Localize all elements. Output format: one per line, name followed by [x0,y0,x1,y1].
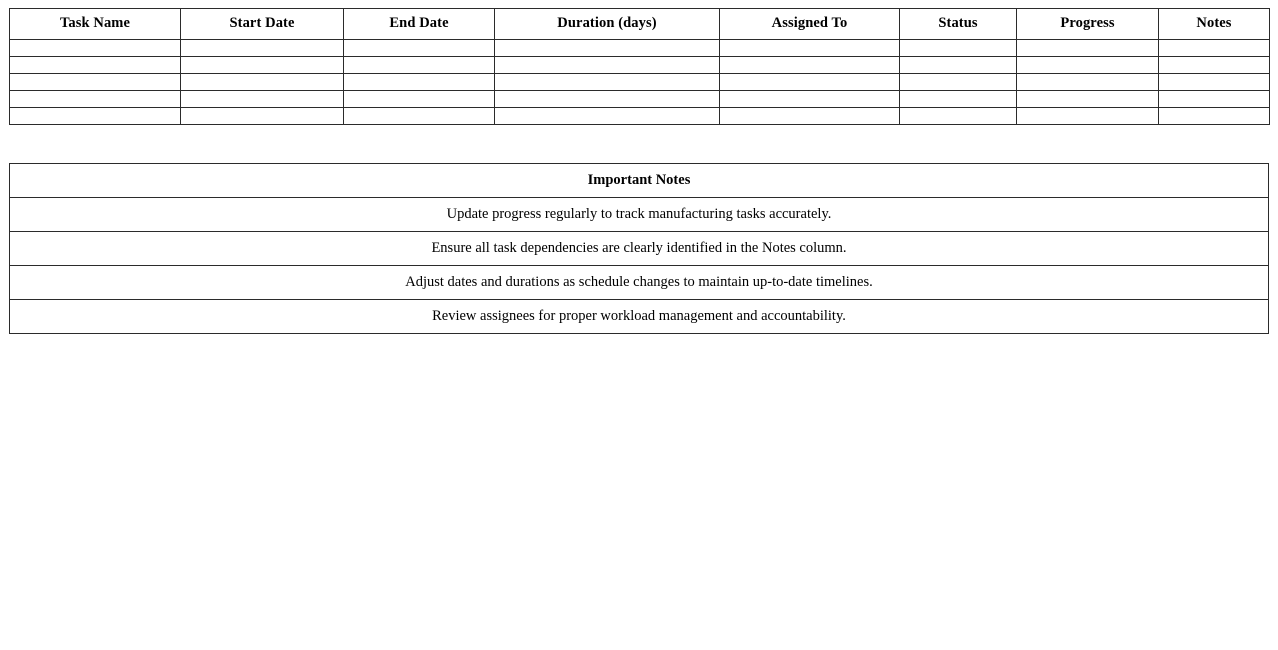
table-row[interactable] [10,74,1270,91]
cell-end-date[interactable] [344,91,495,108]
list-item [10,266,1269,300]
task-schedule-section [9,8,1269,125]
cell-duration[interactable] [495,74,720,91]
cell-task-name[interactable] [10,74,181,91]
cell-task-name[interactable] [10,91,181,108]
task-table-body [10,40,1270,125]
table-row[interactable] [10,91,1270,108]
cell-end-date[interactable] [344,57,495,74]
note-text: Ensure all task dependencies are clearly identified in the Notes column. [10,232,1269,266]
table-header-row [10,9,1270,40]
column-header-progress[interactable]: Progress [1017,9,1159,40]
cell-assigned-to[interactable] [720,40,900,57]
table-row[interactable] [10,108,1270,125]
table-row[interactable] [10,40,1270,57]
column-header-start-date[interactable]: Start Date [181,9,344,40]
note-text: Update progress regularly to track manufacturing tasks accurately. [10,198,1269,232]
cell-progress[interactable] [1017,74,1159,91]
note-text: Review assignees for proper workload management and accountability. [10,300,1269,334]
column-header-assigned-to[interactable]: Assigned To [720,9,900,40]
cell-notes[interactable] [1159,74,1270,91]
column-header-end-date[interactable]: End Date [344,9,495,40]
cell-start-date[interactable] [181,57,344,74]
cell-progress[interactable] [1017,57,1159,74]
list-item [10,232,1269,266]
note-text: Adjust dates and durations as schedule changes to maintain up-to-date timelines. [10,266,1269,300]
cell-status[interactable] [900,57,1017,74]
cell-duration[interactable] [495,108,720,125]
cell-progress[interactable] [1017,40,1159,57]
cell-assigned-to[interactable] [720,74,900,91]
cell-task-name[interactable] [10,40,181,57]
notes-table-title: Important Notes [10,164,1269,198]
cell-start-date[interactable] [181,108,344,125]
cell-status[interactable] [900,108,1017,125]
cell-end-date[interactable] [344,74,495,91]
cell-duration[interactable] [495,57,720,74]
list-item [10,300,1269,334]
cell-end-date[interactable] [344,108,495,125]
cell-status[interactable] [900,40,1017,57]
cell-start-date[interactable] [181,91,344,108]
column-header-task-name[interactable]: Task Name [10,9,181,40]
notes-header-row [10,164,1269,198]
cell-end-date[interactable] [344,40,495,57]
table-row[interactable] [10,57,1270,74]
notes-table-body [10,198,1269,334]
cell-status[interactable] [900,74,1017,91]
cell-task-name[interactable] [10,57,181,74]
important-notes-table [9,163,1269,334]
cell-start-date[interactable] [181,74,344,91]
cell-duration[interactable] [495,40,720,57]
important-notes-section [9,163,1269,334]
cell-notes[interactable] [1159,91,1270,108]
cell-duration[interactable] [495,91,720,108]
notes-table-header [10,164,1269,198]
cell-progress[interactable] [1017,91,1159,108]
cell-progress[interactable] [1017,108,1159,125]
cell-assigned-to[interactable] [720,91,900,108]
column-header-notes[interactable]: Notes [1159,9,1270,40]
list-item [10,198,1269,232]
cell-status[interactable] [900,91,1017,108]
column-header-status[interactable]: Status [900,9,1017,40]
cell-task-name[interactable] [10,108,181,125]
task-table-header [10,9,1270,40]
cell-notes[interactable] [1159,57,1270,74]
column-header-duration[interactable]: Duration (days) [495,9,720,40]
cell-start-date[interactable] [181,40,344,57]
cell-notes[interactable] [1159,40,1270,57]
cell-notes[interactable] [1159,108,1270,125]
cell-assigned-to[interactable] [720,108,900,125]
cell-assigned-to[interactable] [720,57,900,74]
task-schedule-table [9,8,1270,125]
